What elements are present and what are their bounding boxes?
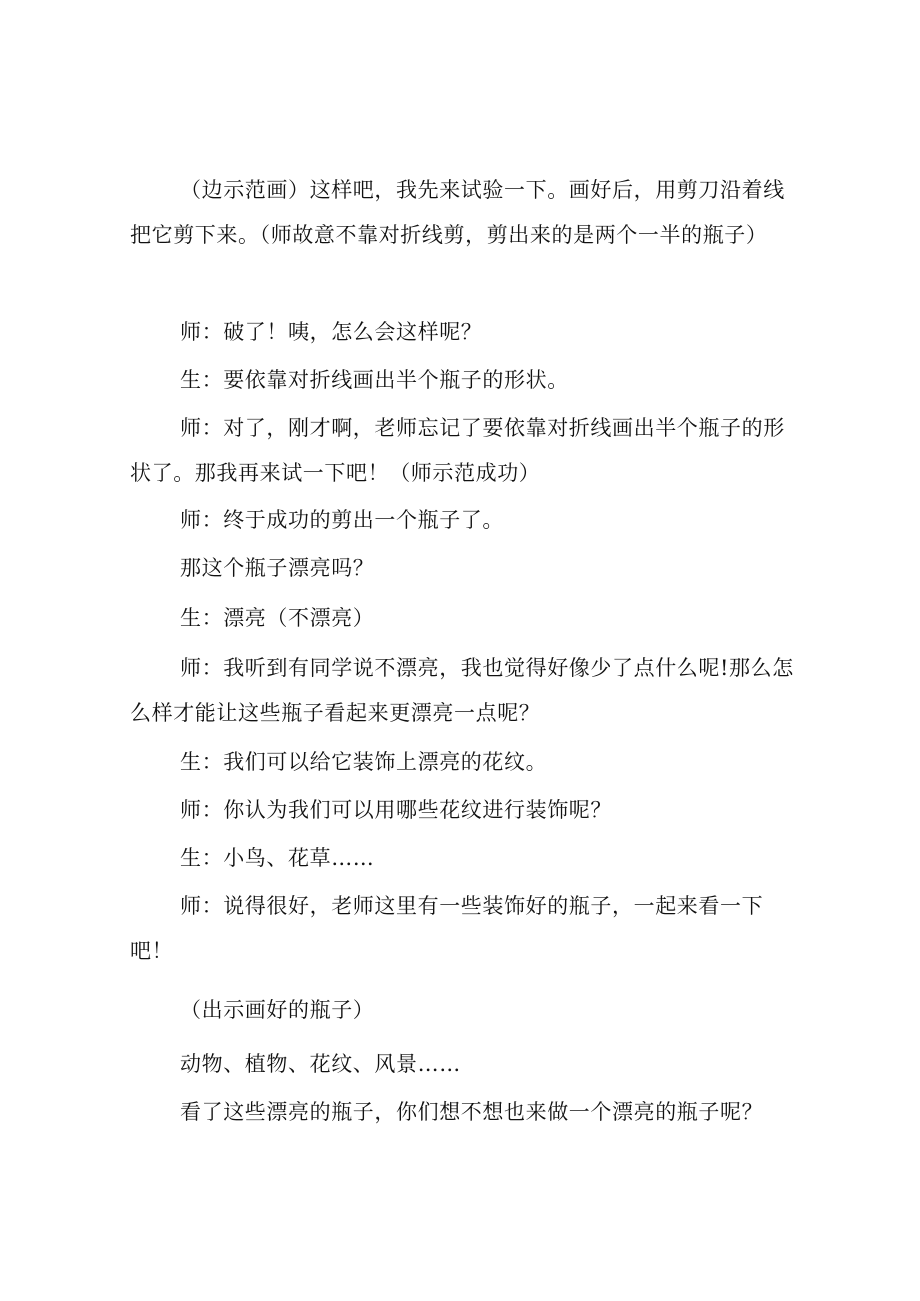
paragraph-teacher-broken: 师：破了！咦，怎么会这样呢？ xyxy=(180,320,483,344)
paragraph-demo-intro: （边示范画）这样吧，我先来试验一下。画好后，用剪刀沿着线把它剪下来。（师故意不靠对折线剪，剪出来的是两个一半的瓶子） xyxy=(130,178,785,247)
paragraph-closing-question: 看了这些漂亮的瓶子，你们想不想也来做一个漂亮的瓶子呢？ xyxy=(180,1100,764,1124)
paragraph-teacher-show: 师：说得很好，老师这里有一些装饰好的瓶子，一起来看一下吧！ xyxy=(130,894,764,963)
paragraph-student-birds: 生：小鸟、花草…… xyxy=(180,846,375,870)
paragraph-categories: 动物、植物、花纹、风景…… xyxy=(180,1052,461,1076)
paragraph-teacher-success: 师：终于成功的剪出一个瓶子了。 xyxy=(180,508,504,532)
paragraph-show-bottles: （出示画好的瓶子） xyxy=(180,998,375,1022)
paragraph-student-pretty: 生：漂亮（不漂亮） xyxy=(180,606,375,630)
paragraph-student-decorate: 生：我们可以给它装饰上漂亮的花纹。 xyxy=(180,750,548,774)
paragraph-teacher-missing: 师：我听到有同学说不漂亮，我也觉得好像少了点什么呢!那么怎么样才能让这些瓶子看起来更漂亮一点呢？ xyxy=(130,656,794,725)
paragraph-is-it-pretty: 那这个瓶子漂亮吗？ xyxy=(180,556,375,580)
paragraph-teacher-retry: 师：对了，刚才啊，老师忘记了要依靠对折线画出半个瓶子的形状了。那我再来试一下吧！（师示范成功） xyxy=(130,416,785,485)
paragraph-student-fold-line: 生：要依靠对折线画出半个瓶子的形状。 xyxy=(180,368,569,392)
paragraph-teacher-patterns: 师：你认为我们可以用哪些花纹进行装饰呢？ xyxy=(180,798,612,822)
